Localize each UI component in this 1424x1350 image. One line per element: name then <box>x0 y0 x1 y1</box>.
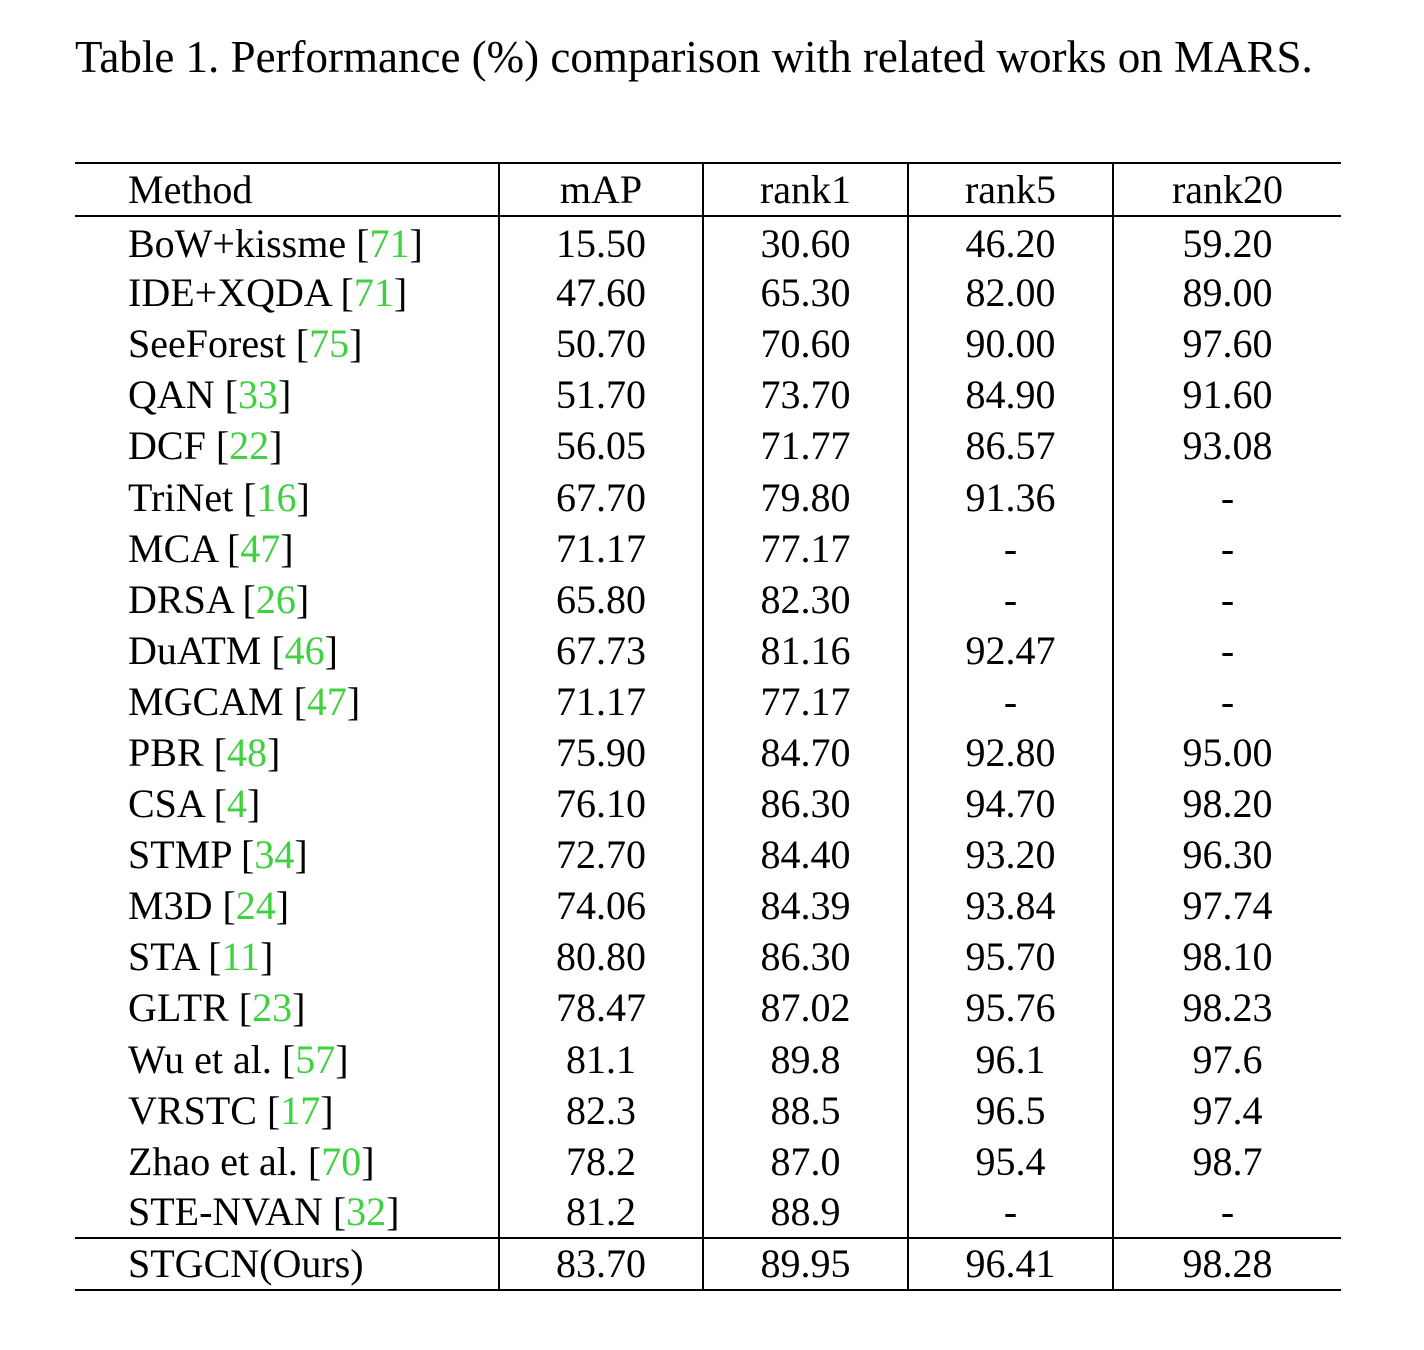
value-cell-rank5: 91.36 <box>908 471 1113 522</box>
value-cell-map: 47.60 <box>499 267 703 318</box>
value-cell-rank1: 77.17 <box>703 523 908 574</box>
table-caption: Table 1. Performance (%) comparison with related works on MARS. <box>75 32 1313 82</box>
value-cell-rank1: 70.60 <box>703 318 908 369</box>
value-cell-rank20: 59.20 <box>1113 216 1341 267</box>
table-row <box>75 625 1341 676</box>
table-row <box>75 931 1341 982</box>
value-cell-rank20: 97.74 <box>1113 880 1341 931</box>
citation-link[interactable]: 70 <box>321 1138 362 1184</box>
header-rank1: rank1 <box>703 163 908 216</box>
method-cell: STMP [34] <box>128 832 308 878</box>
value-cell-map: 80.80 <box>499 931 703 982</box>
table-body <box>75 216 1341 1238</box>
method-name: STA <box>128 934 199 980</box>
value-cell-rank20: 93.08 <box>1113 420 1341 471</box>
method-name: M3D <box>128 883 213 929</box>
value-cell-rank1: 81.16 <box>703 625 908 676</box>
value-cell-rank1: 84.39 <box>703 880 908 931</box>
value-cell-rank20: 96.30 <box>1113 829 1341 880</box>
value-cell-map: 56.05 <box>499 420 703 471</box>
citation-link[interactable]: 11 <box>221 934 260 980</box>
citation-link[interactable]: 48 <box>226 729 267 775</box>
citation-link[interactable]: 57 <box>295 1036 336 1082</box>
value-cell-rank5: 95.76 <box>908 982 1113 1033</box>
value-cell-rank20: 89.00 <box>1113 267 1341 318</box>
table-row <box>75 420 1341 471</box>
value-cell-rank1: 88.9 <box>703 1187 908 1238</box>
method-cell: QAN [33] <box>128 372 292 418</box>
value-cell-rank5: 46.20 <box>908 216 1113 267</box>
value-cell-rank1: 84.40 <box>703 829 908 880</box>
value-cell-rank5: 86.57 <box>908 420 1113 471</box>
citation-link[interactable]: 33 <box>238 372 278 418</box>
method-name: MCA <box>128 525 217 571</box>
method-cell: Zhao et al. [70] <box>128 1138 375 1184</box>
method-name: Zhao et al. <box>128 1138 298 1184</box>
method-name: IDE+XQDA <box>128 270 331 316</box>
citation-link[interactable]: 22 <box>229 423 270 469</box>
value-cell-map: 72.70 <box>499 829 703 880</box>
table-row <box>75 727 1341 778</box>
method-name: STE-NVAN <box>128 1189 323 1235</box>
method-name: VRSTC <box>128 1087 257 1133</box>
value-cell-map: 71.17 <box>499 676 703 727</box>
method-cell: IDE+XQDA [71] <box>128 270 408 316</box>
method-cell: DCF [22] <box>128 423 283 469</box>
method-cell: TriNet [16] <box>128 474 310 520</box>
value-cell-map: 76.10 <box>499 778 703 829</box>
value-cell-rank5: 92.80 <box>908 727 1113 778</box>
method-name: STMP <box>128 832 232 878</box>
citation-link[interactable]: 46 <box>284 627 325 673</box>
table-row <box>75 1085 1341 1136</box>
table-row <box>75 982 1341 1033</box>
value-cell-rank1: 82.30 <box>703 574 908 625</box>
table-row <box>75 676 1341 727</box>
value-cell-rank1: 87.0 <box>703 1136 908 1187</box>
citation-link[interactable]: 23 <box>252 985 293 1031</box>
method-cell: MGCAM [47] <box>128 678 361 724</box>
value-cell-rank1: 89.8 <box>703 1034 908 1085</box>
table-row <box>75 1034 1341 1085</box>
method-name: MGCAM <box>128 678 284 724</box>
method-name: DCF <box>128 423 206 469</box>
table-row <box>75 1136 1341 1187</box>
value-cell-rank5: - <box>908 676 1113 727</box>
header-rank20: rank20 <box>1113 163 1341 216</box>
table-row <box>75 471 1341 522</box>
value-cell-map: 67.70 <box>499 471 703 522</box>
value-cell-rank20: 98.23 <box>1113 982 1341 1033</box>
citation-link[interactable]: 47 <box>240 525 281 571</box>
value-cell-rank20: 98.7 <box>1113 1136 1341 1187</box>
table-row <box>75 369 1341 420</box>
value-cell-rank5: 94.70 <box>908 778 1113 829</box>
value-cell-rank5: 93.20 <box>908 829 1113 880</box>
method-cell: MCA [47] <box>128 525 294 571</box>
header-row <box>75 163 1341 216</box>
method-cell: BoW+kissme [71] <box>128 220 423 266</box>
table-row <box>75 267 1341 318</box>
value-cell-rank20: - <box>1113 1187 1341 1238</box>
value-cell-rank5: - <box>908 574 1113 625</box>
value-cell-map: 74.06 <box>499 880 703 931</box>
header-map: mAP <box>499 163 703 216</box>
ours-rank5: 96.41 <box>908 1238 1113 1290</box>
value-cell-rank5: 95.70 <box>908 931 1113 982</box>
value-cell-rank1: 79.80 <box>703 471 908 522</box>
citation-link[interactable]: 34 <box>254 832 295 878</box>
table-ours-body <box>75 1238 1341 1290</box>
method-cell: CSA [4] <box>128 781 261 827</box>
value-cell-rank20: - <box>1113 523 1341 574</box>
value-cell-rank1: 86.30 <box>703 778 908 829</box>
value-cell-rank1: 87.02 <box>703 982 908 1033</box>
value-cell-rank5: 96.1 <box>908 1034 1113 1085</box>
value-cell-rank5: 84.90 <box>908 369 1113 420</box>
citation-link[interactable]: 24 <box>235 883 276 929</box>
method-cell: DRSA [26] <box>128 576 310 622</box>
value-cell-rank1: 88.5 <box>703 1085 908 1136</box>
header-rank5: rank5 <box>908 163 1113 216</box>
value-cell-rank20: 91.60 <box>1113 369 1341 420</box>
value-cell-map: 78.2 <box>499 1136 703 1187</box>
citation-link[interactable]: 26 <box>255 576 296 622</box>
value-cell-map: 78.47 <box>499 982 703 1033</box>
method-name: SeeForest <box>128 321 286 367</box>
citation-link[interactable]: 4 <box>226 781 247 827</box>
method-name: QAN <box>128 372 215 418</box>
citation-link[interactable]: 17 <box>280 1087 321 1133</box>
comparison-table <box>75 162 1341 1291</box>
table-row <box>75 829 1341 880</box>
table-row <box>75 318 1341 369</box>
value-cell-rank20: - <box>1113 676 1341 727</box>
table-row <box>75 880 1341 931</box>
method-cell: DuATM [46] <box>128 627 338 673</box>
value-cell-map: 81.1 <box>499 1034 703 1085</box>
value-cell-rank5: 90.00 <box>908 318 1113 369</box>
table-row <box>75 574 1341 625</box>
ours-row <box>75 1238 1341 1290</box>
value-cell-rank5: 92.47 <box>908 625 1113 676</box>
method-cell: Wu et al. [57] <box>128 1036 349 1082</box>
method-name: Wu et al. <box>128 1036 272 1082</box>
method-name: CSA <box>128 781 204 827</box>
value-cell-map: 65.80 <box>499 574 703 625</box>
value-cell-rank5: 93.84 <box>908 880 1113 931</box>
method-name: DRSA <box>128 576 233 622</box>
method-name: DuATM <box>128 627 262 673</box>
value-cell-map: 50.70 <box>499 318 703 369</box>
value-cell-rank1: 73.70 <box>703 369 908 420</box>
table-row <box>75 523 1341 574</box>
value-cell-rank20: 98.20 <box>1113 778 1341 829</box>
citation-link[interactable]: 71 <box>369 220 410 266</box>
value-cell-map: 51.70 <box>499 369 703 420</box>
table-row <box>75 778 1341 829</box>
ours-map: 83.70 <box>499 1238 703 1290</box>
value-cell-rank1: 77.17 <box>703 676 908 727</box>
value-cell-rank1: 30.60 <box>703 216 908 267</box>
method-cell: STA [11] <box>128 934 274 980</box>
method-cell: GLTR [23] <box>128 985 306 1031</box>
value-cell-rank5: - <box>908 1187 1113 1238</box>
value-cell-rank1: 71.77 <box>703 420 908 471</box>
value-cell-map: 71.17 <box>499 523 703 574</box>
citation-link[interactable]: 16 <box>256 474 297 520</box>
table-row <box>75 1187 1341 1238</box>
value-cell-rank20: - <box>1113 471 1341 522</box>
method-cell: PBR [48] <box>128 729 281 775</box>
method-name: GLTR <box>128 985 229 1031</box>
ours-rank1: 89.95 <box>703 1238 908 1290</box>
method-name: BoW+kissme <box>128 220 347 266</box>
value-cell-rank1: 86.30 <box>703 931 908 982</box>
value-cell-map: 67.73 <box>499 625 703 676</box>
value-cell-rank20: - <box>1113 574 1341 625</box>
value-cell-rank20: 97.60 <box>1113 318 1341 369</box>
value-cell-rank20: 97.6 <box>1113 1034 1341 1085</box>
header-method: Method <box>75 163 499 216</box>
value-cell-rank20: 98.10 <box>1113 931 1341 982</box>
method-name: TriNet <box>128 474 234 520</box>
method-cell: STE-NVAN [32] <box>128 1189 400 1235</box>
value-cell-rank5: 96.5 <box>908 1085 1113 1136</box>
ours-rank20: 98.28 <box>1113 1238 1341 1290</box>
value-cell-rank20: - <box>1113 625 1341 676</box>
method-cell: SeeForest [75] <box>128 321 363 367</box>
citation-link[interactable]: 71 <box>353 270 394 316</box>
citation-link[interactable]: 32 <box>346 1189 387 1235</box>
value-cell-rank5: 95.4 <box>908 1136 1113 1187</box>
value-cell-rank20: 95.00 <box>1113 727 1341 778</box>
citation-link[interactable]: 75 <box>309 321 350 367</box>
value-cell-rank5: 82.00 <box>908 267 1113 318</box>
value-cell-map: 75.90 <box>499 727 703 778</box>
ours-method: STGCN(Ours) <box>75 1238 499 1290</box>
value-cell-map: 82.3 <box>499 1085 703 1136</box>
value-cell-rank5: - <box>908 523 1113 574</box>
table-row <box>75 216 1341 267</box>
method-cell: VRSTC [17] <box>128 1087 334 1133</box>
method-name: PBR <box>128 729 204 775</box>
value-cell-map: 81.2 <box>499 1187 703 1238</box>
method-cell: M3D [24] <box>128 883 290 929</box>
citation-link[interactable]: 47 <box>306 678 347 724</box>
value-cell-rank1: 65.30 <box>703 267 908 318</box>
value-cell-rank1: 84.70 <box>703 727 908 778</box>
value-cell-map: 15.50 <box>499 216 703 267</box>
value-cell-rank20: 97.4 <box>1113 1085 1341 1136</box>
